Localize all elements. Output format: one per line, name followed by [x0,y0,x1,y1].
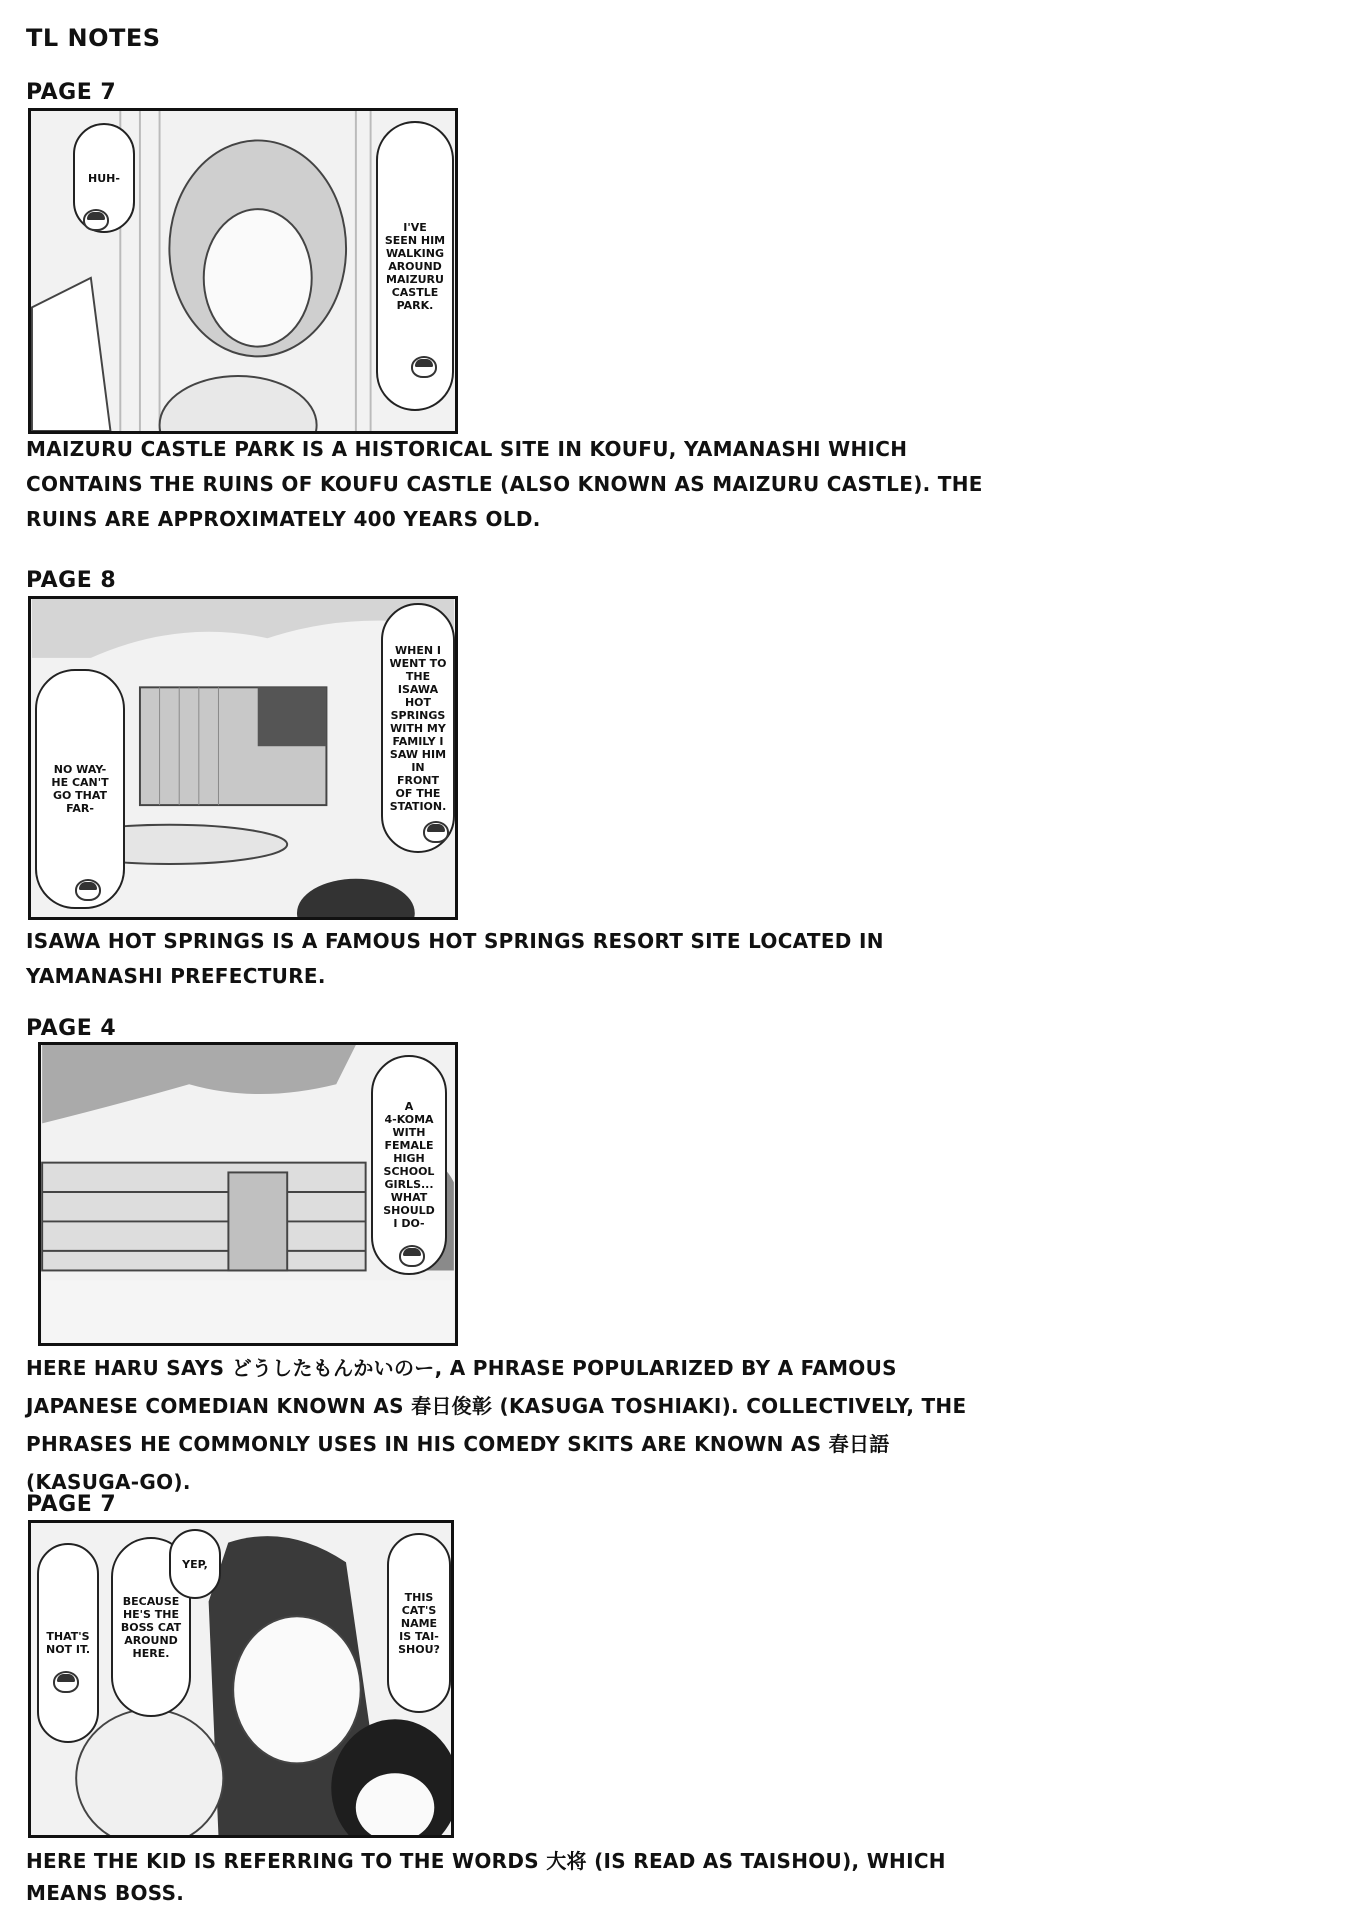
speech-bubble: NO WAY- HE CAN'T GO THAT FAR- [35,669,125,909]
chibi-icon [399,1245,425,1267]
tl-notes-title: TL NOTES [26,24,161,52]
speech-bubble: THIS CAT'S NAME IS TAI- SHOU? [387,1533,451,1713]
speech-bubble: BECAUSE HE'S THE BOSS CAT AROUND HERE. [111,1537,191,1717]
speech-bubble: HUH- [73,123,135,233]
tl-note: MAIZURU CASTLE PARK IS A HISTORICAL SITE IN KOUFU, YAMANASHI WHICH CONTAINS THE RUINS OF KOUFU CASTLE (ALSO KNOWN AS MAIZURU CASTLE). THE RUINS ARE APPROXIMATELY 400 YEARS OLD. [26,437,983,531]
chibi-icon [75,879,101,901]
chibi-icon [53,1671,79,1693]
chibi-icon [423,821,449,843]
manga-panel-cat [28,1520,454,1838]
section-heading: PAGE 4 [26,1016,117,1041]
speech-bubble: WHEN I WENT TO THE ISAWA HOT SPRINGS WITH MY FAMILY I SAW HIM IN FRONT OF THE STATION. [381,603,455,853]
speech-bubble: THAT'S NOT IT. [37,1543,99,1743]
chibi-icon [411,356,437,378]
speech-bubble: I'VE SEEN HIM WALKING AROUND MAIZURU CASTLE PARK. [376,121,454,411]
tl-note: ISAWA HOT SPRINGS IS A FAMOUS HOT SPRINGS RESORT SITE LOCATED IN YAMANASHI PREFECTURE. [26,929,884,988]
manga-panel-maizuru [28,108,458,434]
manga-panel-isawa [28,596,458,920]
speech-bubble: A 4-KOMA WITH FEMALE HIGH SCHOOL GIRLS... WHAT SHOULD I DO- [371,1055,447,1275]
tl-note: HERE HARU SAYS どうしたもんかいのー, A PHRASE POPULARIZED BY A FAMOUS JAPANESE COMEDIAN KNOWN AS 春日俊彰 (KASUGA TOSHIAKI). COLLECTIVELY, THE PHRASES HE COMMONLY USES IN HIS COMEDY SKITS ARE KNOWN AS 春日語 (KASUGA-GO). [26,1356,967,1494]
section-heading: PAGE 7 [26,80,117,105]
section-heading: PAGE 8 [26,568,117,593]
manga-panel-school [38,1042,458,1346]
tl-note: HERE THE KID IS REFERRING TO THE WORDS 大将 (IS READ AS TAISHOU), WHICH MEANS BOSS. [26,1849,946,1905]
chibi-icon [83,209,109,231]
section-heading: PAGE 7 [26,1492,117,1517]
speech-bubble: YEP, [169,1529,221,1599]
